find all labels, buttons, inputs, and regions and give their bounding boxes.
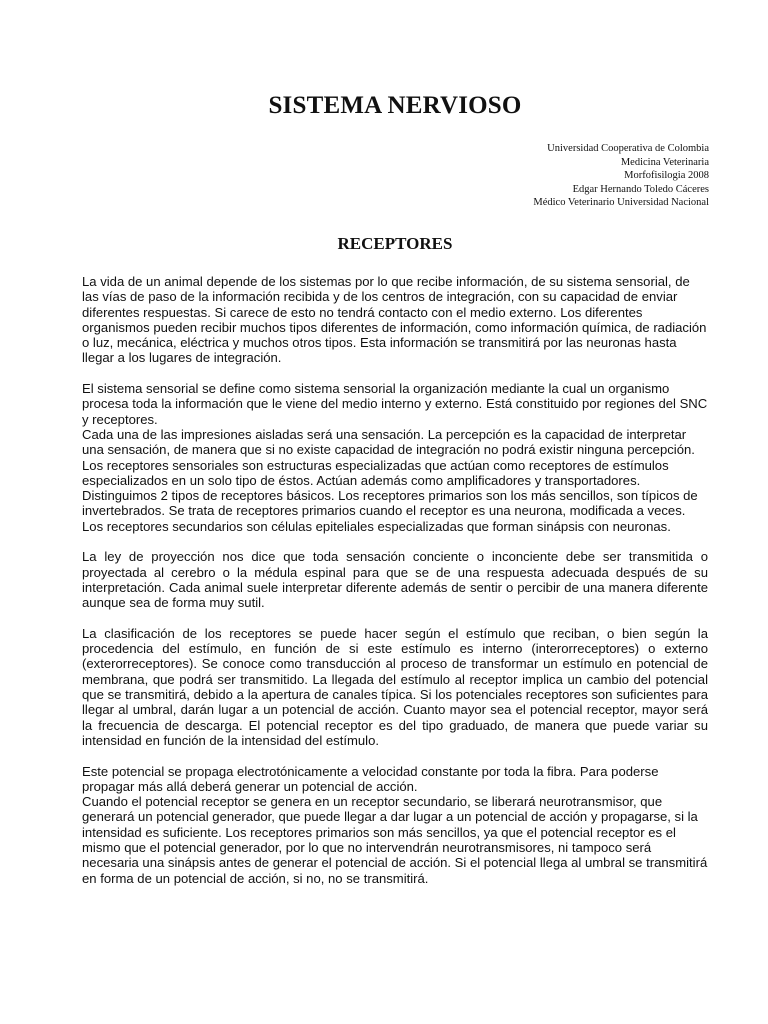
affiliation-author-title: Médico Veterinario Universidad Nacional xyxy=(533,197,709,208)
page-title: SISTEMA NERVIOSO xyxy=(268,92,522,119)
paragraph-sensation: Cada una de las impresiones aisladas será una sensación. La percepción es la capacidad de interpretar una sensación, de manera que si no existe capacidad de integración no podrá existir ninguna percepción. Los receptores sensoriales son estructuras especializadas que actúan como receptores de estímulos especializados en un solo tipo de éstos. Actúan además como amplificadores y transportadores. Distinguimos 2 tipos de receptores básicos. Los receptores primarios son los más sencillos, son típicos de invertebrados. Se trata de receptores primarios cuando el receptor es una neurona, modificada a veces. Los receptores secundarios son células epiteliales especializadas que forman sinápsis con neuronas. xyxy=(82,426,698,534)
paragraph-propagation: Este potencial se propaga electrotónicamente a velocidad constante por toda la fibra. Para poderse propagar más allá deberá generar un potencial de acción. xyxy=(82,763,659,794)
affiliation-author: Edgar Hernando Toledo Cáceres xyxy=(572,183,709,195)
affiliation-university: Universidad Cooperativa de Colombia xyxy=(547,143,709,154)
author-affiliation xyxy=(533,142,709,210)
paragraph-sensory-system: El sistema sensorial se define como sistema sensorial la organización mediante la cual un organismo procesa toda la información que le viene del medio interno y externo. Está constituido por regiones del SNC y receptores. xyxy=(82,381,708,427)
affiliation-program: Medicina Veterinaria xyxy=(620,156,709,168)
affiliation-course: Morfofisilogia 2008 xyxy=(624,170,709,181)
paragraph-projection-law: La ley de proyección nos dice que toda sensación conciente o inconciente debe ser transmitida o proyectada al cerebro o la médula espinal para que se de una respuesta adecuada después de su interpretación. Cada animal suele interpretar diferente además de sentir o percibir de una manera diferente aunque sea de forma muy sutil. xyxy=(82,549,708,611)
paragraph-intro: La vida de un animal depende de los sistemas por lo que recibe información, de su sistema sensorial, de las vías de paso de la información recibida y de los centros de integración, con su capacidad de enviar diferentes respuestas. Si carece de esto no tendrá contacto con el medio externo. Los diferentes organismos pueden recibir muchos tipos diferentes de información, como información química, de radiación o luz, mecánica, eléctrica y muchos otros tipos. Esta información se transmitirá por las neuronas hasta llegar a los lugares de integración. xyxy=(82,274,707,366)
body-text xyxy=(82,274,708,901)
paragraph-secondary-receptor: Cuando el potencial receptor se genera en un receptor secundario, se liberará neurotransmisor, que generará un potencial generador, que puede llegar a dar lugar a un potencial de acción y propagarse, si la intensidad es suficiente. Los receptores primarios son más sencillos, ya que el potencial receptor es el mismo que el potencial generador, por lo que no intervendrán neurotransmisores, ni tampoco será necesaria una sinápsis antes de generar el potencial de acción. Si el potencial llega al umbral se transmitirá en forma de un potencial de acción, si no, no se transmitirá. xyxy=(82,794,708,886)
section-heading: RECEPTORES xyxy=(337,234,453,253)
paragraph-classification: La clasificación de los receptores se puede hacer según el estímulo que reciban, o bien según la procedencia del estímulo, en función de si este estímulo es interno (interorreceptores) o externo (exterorreceptores). Se conoce como transducción al proceso de transformar un estímulo en potencial de membrana, que podrá ser transmitido. La llegada del estímulo al receptor implica un cambio del potencial que se transmitirá, debido a la apertura de canales típica. Si los potenciales receptores son suficientes para llegar al umbral, darán lugar a un potencial de acción. Cuanto mayor sea el potencial receptor, mayor será la frecuencia de descarga. El potencial receptor es del tipo graduado, de manera que puede variar su intensidad en función de la intensidad del estímulo. xyxy=(82,625,708,748)
